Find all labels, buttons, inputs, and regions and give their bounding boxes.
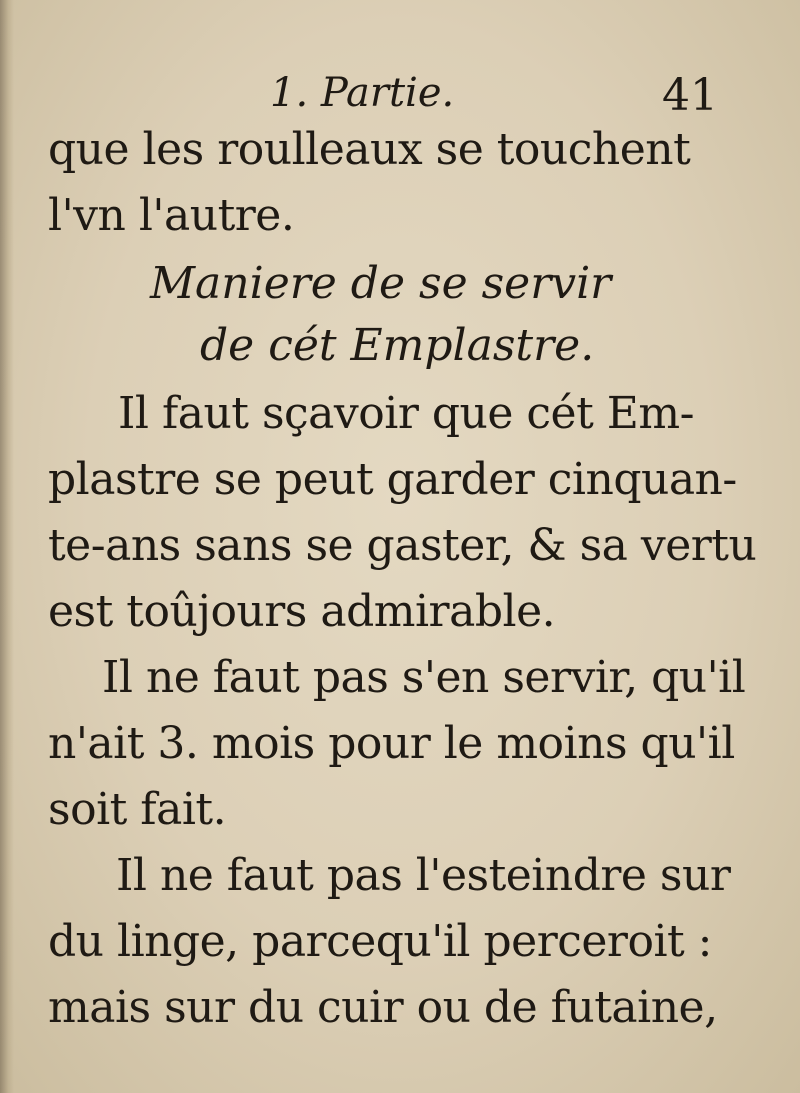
text-line-2: l'vn l'autre. [48, 190, 295, 241]
text-line-8: est toûjours admirable. [48, 586, 556, 637]
text-line-14: mais sur du cuir ou de futaine, [48, 982, 718, 1033]
text-line-9: Il ne faut pas s'en servir, qu'il [102, 652, 746, 703]
text-line-10: n'ait 3. mois pour le moins qu'il [48, 718, 735, 769]
text-line-1: que les roulleaux se touchent [48, 124, 691, 175]
section-heading-line-1: Maniere de se servir [150, 258, 612, 309]
page-number: 41 [662, 70, 718, 121]
text-line-6: plastre se peut garder cinquan- [48, 454, 737, 505]
text-line-7: te-ans sans se gaster, & sa vertu [48, 520, 757, 571]
text-line-11: soit fait. [48, 784, 227, 835]
text-line-12: Il ne faut pas l'esteindre sur [116, 850, 731, 901]
text-line-13: du linge, parcequ'il perceroit : [48, 916, 713, 967]
page-header [0, 70, 800, 130]
running-head: 1. Partie. [270, 70, 455, 116]
section-heading-line-2: de cét Emplastre. [200, 320, 595, 371]
page-gutter-shadow [0, 0, 14, 1093]
text-line-5: Il faut sçavoir que cét Em- [118, 388, 694, 439]
